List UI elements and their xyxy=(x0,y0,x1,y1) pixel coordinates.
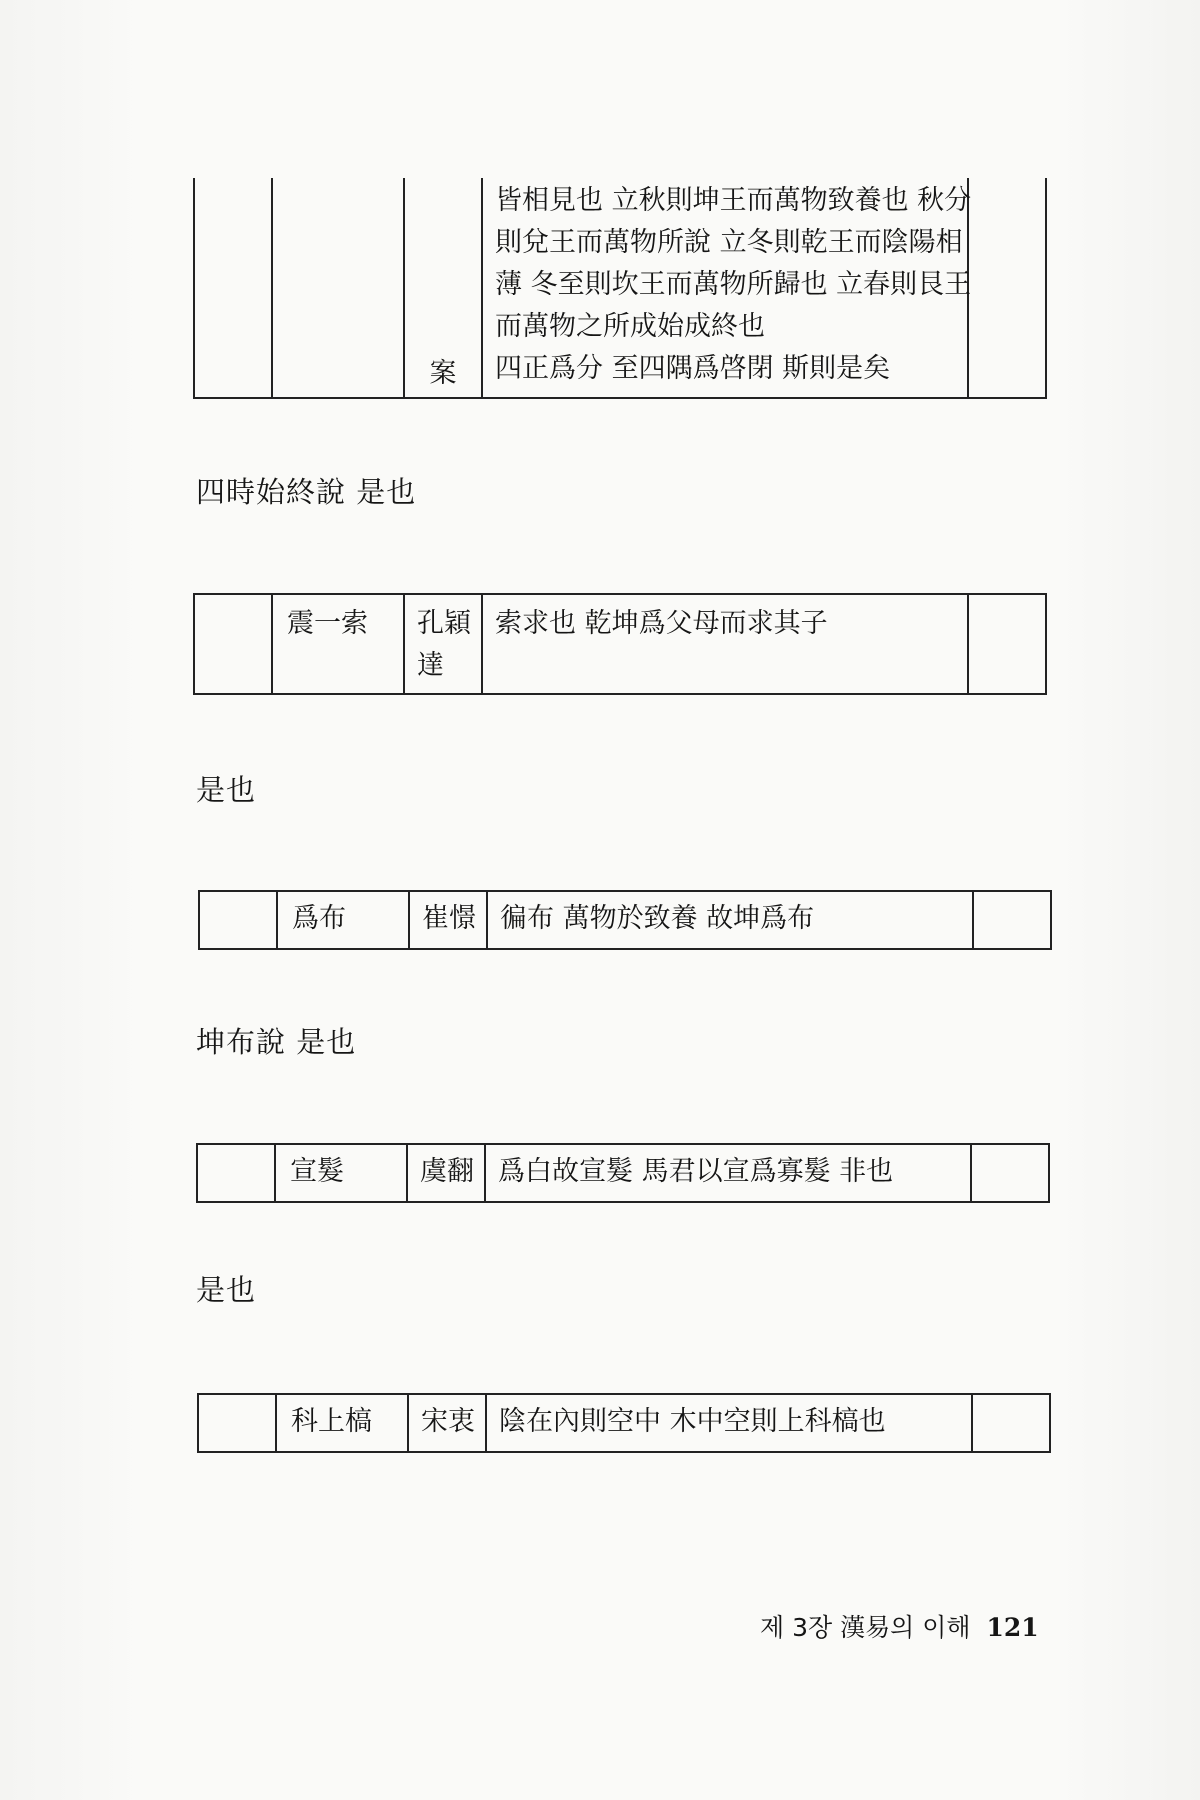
empty-cell xyxy=(199,891,277,949)
term-cell xyxy=(276,1394,408,1452)
prose-paragraph: 是也 xyxy=(196,1273,257,1307)
prose-paragraph: 是也 xyxy=(196,773,257,807)
page-number: 121 xyxy=(986,1613,1039,1642)
author-cell xyxy=(404,178,482,398)
prose-paragraph: 坤布說 是也 xyxy=(196,1025,357,1059)
text-cell xyxy=(486,1394,972,1452)
text-line: 薄 冬至則坎王而萬物所歸也 立春則艮王 xyxy=(495,269,972,300)
commentary-table-1 xyxy=(193,178,1047,399)
empty-cell xyxy=(973,891,1051,949)
term-cell xyxy=(272,178,404,398)
term-cell xyxy=(275,1144,407,1202)
commentary-table-4 xyxy=(196,1143,1050,1203)
term-label: 宣髮 xyxy=(290,1156,344,1187)
term-label: 震一索 xyxy=(287,608,368,639)
empty-cell xyxy=(194,594,272,694)
text-line: 而萬物之所成始成終也 xyxy=(495,311,765,342)
empty-cell xyxy=(198,1394,276,1452)
text-line: 徧布 萬物於致養 故坤爲布 xyxy=(500,903,815,934)
page-footer xyxy=(760,1608,1050,1644)
author-cell xyxy=(404,594,482,694)
text-line: 爲白故宣髮 馬君以宣爲寡髮 非也 xyxy=(498,1156,894,1187)
text-cell xyxy=(482,178,972,398)
chapter-title: 제 3장 漢易의 이해 xyxy=(760,1613,971,1642)
author-cell xyxy=(409,891,487,949)
author-cell xyxy=(408,1394,486,1452)
text-line: 皆相見也 立秋則坤王而萬物致養也 秋分 xyxy=(495,185,972,216)
term-label: 科上槁 xyxy=(291,1406,372,1437)
author-label: 宋衷 xyxy=(421,1406,475,1437)
text-line: 四正爲分 至四隅爲啓閉 斯則是矣 xyxy=(495,353,891,384)
term-cell xyxy=(272,594,404,694)
empty-cell xyxy=(968,594,1046,694)
author-label: 案 xyxy=(429,358,457,389)
prose-paragraph: 四時始終說 是也 xyxy=(196,475,417,509)
empty-cell xyxy=(971,1144,1049,1202)
commentary-table-3 xyxy=(198,890,1052,950)
empty-cell xyxy=(968,178,1046,398)
empty-cell xyxy=(972,1394,1050,1452)
author-label: 虞翻 xyxy=(420,1156,474,1187)
text-cell xyxy=(482,594,968,694)
text-cell xyxy=(487,891,973,949)
author-label: 孔穎 xyxy=(417,608,471,639)
text-line: 則兌王而萬物所說 立冬則乾王而陰陽相 xyxy=(495,227,963,258)
author-label: 崔憬 xyxy=(422,903,476,934)
empty-cell xyxy=(194,178,272,398)
text-line: 陰在內則空中 木中空則上科槁也 xyxy=(499,1406,886,1437)
commentary-table-5 xyxy=(197,1393,1051,1453)
term-cell xyxy=(277,891,409,949)
author-cell xyxy=(407,1144,485,1202)
author-label: 達 xyxy=(417,650,444,681)
text-line: 索求也 乾坤爲父母而求其子 xyxy=(495,608,828,639)
text-cell xyxy=(485,1144,971,1202)
term-label: 爲布 xyxy=(292,903,346,934)
commentary-table-2 xyxy=(193,593,1047,695)
empty-cell xyxy=(197,1144,275,1202)
